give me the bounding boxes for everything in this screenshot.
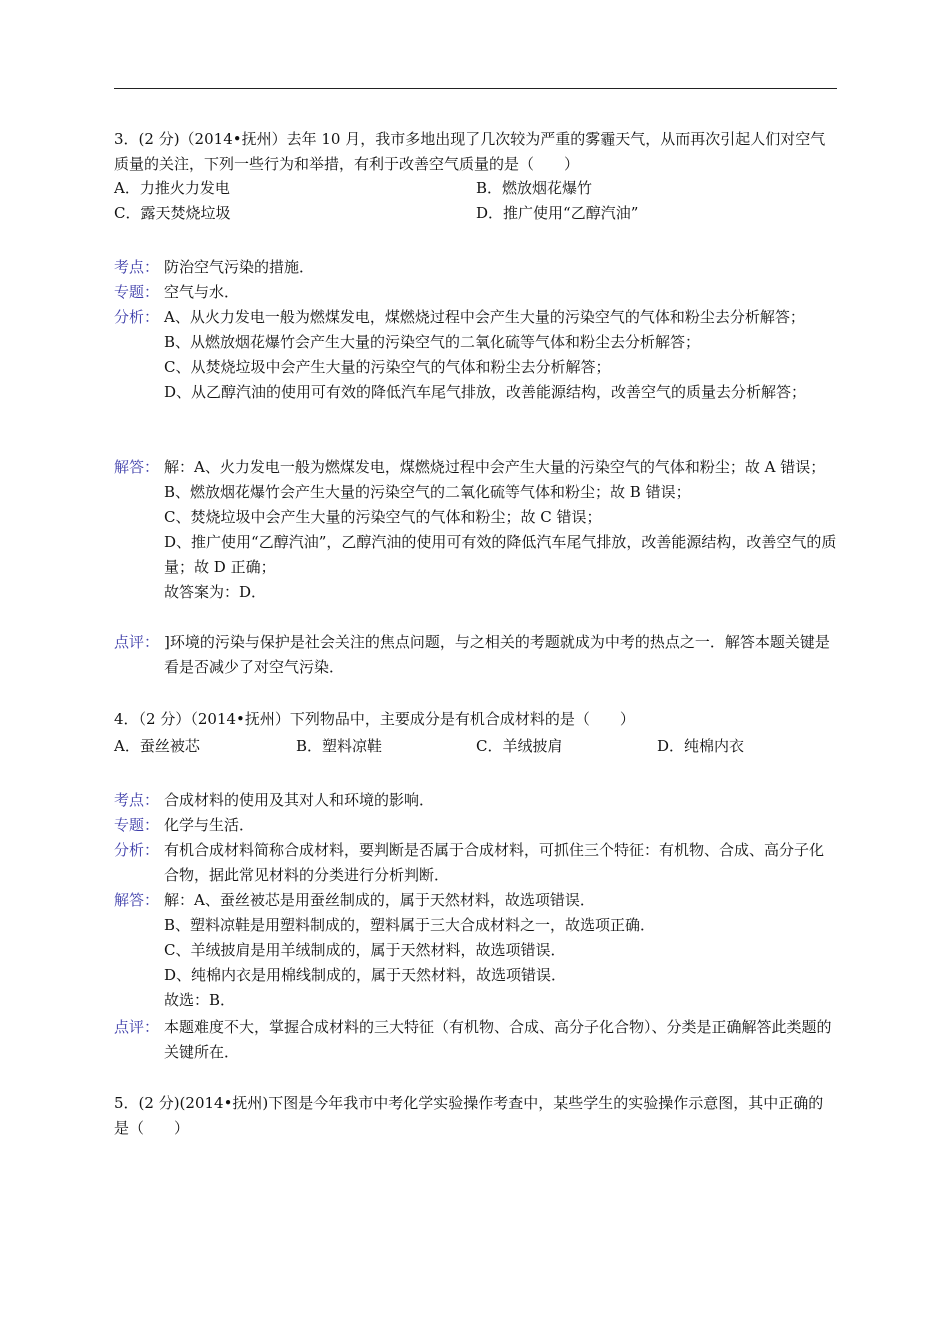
q4-dianping [114, 1015, 837, 1065]
dianping-label: 点评： [114, 633, 160, 651]
q3-kaodian [114, 255, 837, 280]
fenxi-label: 分析： [114, 308, 160, 326]
q3-option-d: D．推广使用“乙醇汽油” [476, 204, 639, 222]
q4-jieda [114, 888, 837, 1013]
kaodian-label: 考点： [114, 791, 160, 809]
q4-kaodian [114, 788, 837, 813]
header-rule [114, 88, 837, 89]
q4-option-b: B．塑料凉鞋 [296, 737, 383, 755]
jieda-line: 故选：B． [164, 991, 236, 1009]
q5-stem: 5．(2 分)(2014•抚州)下图是今年我市中考化学实验操作考查中，某些学生的实验操作示意图，其中正确的是（ ） [114, 1094, 824, 1137]
fenxi-line: D、从乙醇汽油的使用可有效的降低汽车尾气排放，改善能源结构，改善空气的质量去分析解答； [164, 383, 807, 401]
jieda-line: B、塑料凉鞋是用塑料制成的，塑料属于三大合成材料之一，故选项正确． [164, 916, 656, 934]
jieda-line: D、纯棉内衣是用棉线制成的，属于天然材料，故选项错误． [164, 966, 567, 984]
q4-zhuanti [114, 813, 837, 838]
zhuanti-text: 空气与水． [164, 283, 240, 301]
q3-option-b: B．燃放烟花爆竹 [476, 179, 593, 197]
q3-option-a: A．力推火力发电 [114, 179, 230, 197]
q3-jieda [114, 455, 837, 605]
jieda-line: 解：A、火力发电一般为燃煤发电，煤燃烧过程中会产生大量的污染空气的气体和粉尘；故 A 错误； [164, 458, 826, 476]
fenxi-body [164, 305, 837, 405]
jieda-line: 故答案为：D． [164, 583, 267, 601]
jieda-line: D、推广使用“乙醇汽油”，乙醇汽油的使用可有效的降低汽车尾气排放，改善能源结构，改善空气的质量；故 D 正确； [164, 533, 837, 576]
fenxi-line: A、从火力发电一般为燃煤发电，煤燃烧过程中会产生大量的污染空气的气体和粉尘去分析解答； [164, 308, 805, 326]
kaodian-text: 合成材料的使用及其对人和环境的影响． [164, 791, 435, 809]
q4-option-c: C．羊绒披肩 [476, 737, 563, 755]
fenxi-line: C、从焚烧垃圾中会产生大量的污染空气的气体和粉尘去分析解答； [164, 358, 611, 376]
q3-option-c: C．露天焚烧垃圾 [114, 204, 231, 222]
q4-stem: 4．（2 分）（2014•抚州）下列物品中，主要成分是有机合成材料的是（ ） [114, 710, 635, 728]
q4-option-a: A．蚕丝被芯 [114, 737, 200, 755]
jieda-label: 解答： [114, 458, 160, 476]
jieda-line: B、燃放烟花爆竹会产生大量的污染空气的二氧化硫等气体和粉尘；故 B 错误； [164, 483, 691, 501]
q3-dianping [114, 630, 837, 680]
kaodian-label: 考点： [114, 258, 160, 276]
fenxi-text: 有机合成材料简称合成材料，要判断是否属于合成材料，可抓住三个特征：有机物、合成、高分子化合物，据此常见材料的分类进行分析判断． [164, 841, 825, 884]
jieda-body [164, 888, 837, 1013]
q3-zhuanti [114, 280, 837, 305]
jieda-line: C、羊绒披肩是用羊绒制成的，属于天然材料，故选项错误． [164, 941, 566, 959]
q3-fenxi [114, 305, 837, 405]
fenxi-label: 分析： [114, 841, 160, 859]
q4-option-d: D．纯棉内衣 [657, 737, 745, 755]
zhuanti-text: 化学与生活． [164, 816, 255, 834]
fenxi-line: B、从燃放烟花爆竹会产生大量的污染空气的二氧化硫等气体和粉尘去分析解答； [164, 333, 701, 351]
kaodian-text: 防治空气污染的措施． [164, 258, 315, 276]
jieda-label: 解答： [114, 891, 160, 909]
dianping-text: 本题难度不大，掌握合成材料的三大特征（有机物、合成、高分子化合物）、分类是正确解答此类题的关键所在． [164, 1018, 832, 1061]
q4-fenxi [114, 838, 837, 888]
zhuanti-label: 专题： [114, 816, 160, 834]
zhuanti-label: 专题： [114, 283, 160, 301]
dianping-text: ]环境的污染与保护是社会关注的焦点问题，与之相关的考题就成为中考的热点之一．解答本题关键是看是否减少了对空气污染． [164, 633, 830, 676]
q3-stem: 3．(2 分)（2014•抚州）去年 10 月，我市多地出现了几次较为严重的雾霾天气，从而再次引起人们对空气质量的关注，下列一些行为和举措，有利于改善空气质量的是（ ） [114, 130, 826, 173]
jieda-line: 解：A、蚕丝被芯是用蚕丝制成的，属于天然材料，故选项错误． [164, 891, 595, 909]
dianping-label: 点评： [114, 1018, 160, 1036]
jieda-line: C、焚烧垃圾中会产生大量的污染空气的气体和粉尘；故 C 错误； [164, 508, 602, 526]
jieda-body [164, 455, 837, 605]
